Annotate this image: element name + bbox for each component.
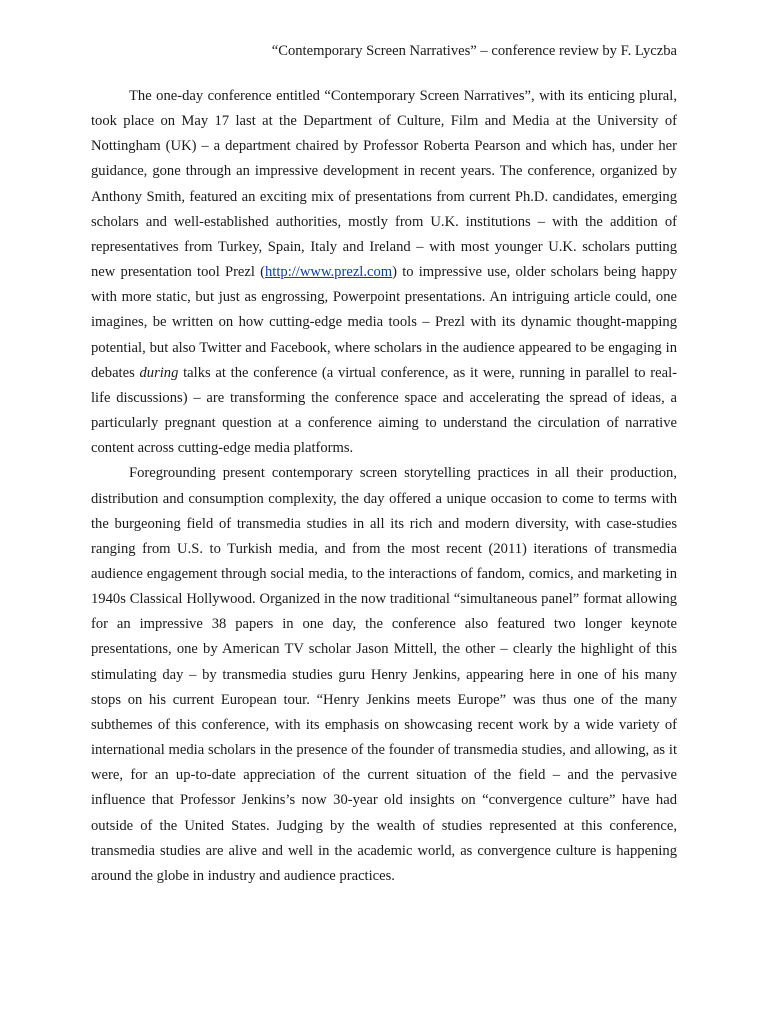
emphasis-during: during [139,364,179,381]
paragraph-1-text-start: The one-day conference entitled “Contemporary Screen Narratives”, with its enticing plural, took place on May 17 last at the Department of Culture, Film and Media at the University of Nottingham (UK) – a department chaired by Professor Roberta Pearson and which has, under her guidance, gone through an impressive development in recent years. The conference, organized by Anthony Smith, featured an exciting mix of presentations from current Ph.D. candidates, emerging scholars and well-established authorities, mostly from U.K. institutions – with the addition of representatives from Turkey, Spain, Italy and Ireland – with most younger U.K. scholars putting new presentation tool Prezl ( [91,88,677,281]
paragraph-1 [91,84,677,461]
paragraph-1-text-middle: ) to impressive use, older scholars being happy with more static, but just as engrossing, Powerpoint presentations. An intriguing article could, one imagines, be written on how cutting-edge media tools – Prezl with its dynamic thought-mapping potential, but also Twitter and Facebook, where scholars in the audience appeared to be engaging in debates [91,264,677,381]
prezl-link[interactable]: http://www.prezl.com [265,264,393,281]
paragraph-2: Foregrounding present contemporary screen storytelling practices in all their production, distribution and consumption complexity, the day offered a unique occasion to come to terms with the burgeoning field of transmedia studies in all its rich and modern diversity, with case-studies ranging from U.S. to Turkish media, and from the most recent (2011) iterations of transmedia audience engagement through social media, to the interactions of fandom, comics, and marketing in 1940s Classical Hollywood. Organized in the now traditional “simultaneous panel” format allowing for an impressive 38 papers in one day, the conference also featured two longer keynote presentations, one by American TV scholar Jason Mittell, the other – clearly the highlight of this stimulating day – by transmedia studies guru Henry Jenkins, appearing here in one of his many stops on his current European tour. “Henry Jenkins meets Europe” was thus one of the many subthemes of this conference, with its emphasis on showcasing recent work by a wide variety of international media scholars in the presence of the founder of transmedia studies, and allowing, as it were, for an up-to-date appreciation of the current situation of the field – and the pervasive influence that Professor Jenkins’s now 30-year old insights on “convergence culture” have had outside of the United States. Judging by the wealth of studies represented at this conference, transmedia studies are alive and well in the academic world, as convergence culture is happening around the globe in industry and audience practices. [91,465,677,884]
paragraph-1-text-end: talks at the conference (a virtual conference, as it were, running in parallel to real-life discussions) – are transforming the conference space and accelerating the spread of ideas, a particularly pregnant question at a conference aiming to understand the circulation of narrative content across cutting-edge media platforms. [91,364,677,457]
running-header: “Contemporary Screen Narratives” – conference review by F. Lyczba [271,43,677,59]
article-body [91,84,677,889]
